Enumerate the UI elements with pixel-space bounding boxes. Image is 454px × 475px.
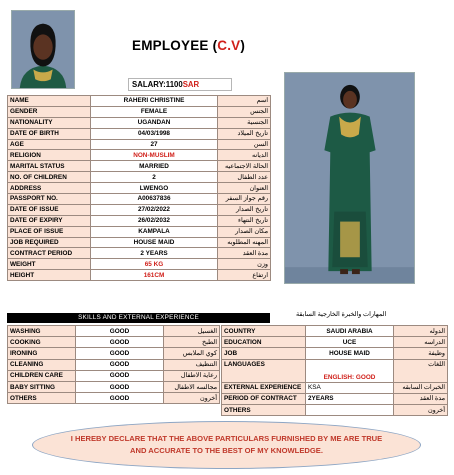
skill-value-cell: GOOD <box>76 348 164 359</box>
info-value-cell: 2 YEARS <box>91 248 218 259</box>
declaration-box <box>32 421 421 469</box>
info-label-cell: WEIGHT <box>8 259 91 270</box>
info-label-cell: PLACE OF ISSUE <box>8 226 91 237</box>
info-label-cell: CONTRACT PERIOD <box>8 248 91 259</box>
info-value-cell: 2 <box>91 172 218 183</box>
info-label-cell: MARITAL STATUS <box>8 161 91 172</box>
others-label-ar: أخرون <box>394 404 448 415</box>
info-value-cell: 26/02/2032 <box>91 215 218 226</box>
education-label: EDUCATION <box>222 337 306 348</box>
info-value-cell: 161CM <box>91 270 218 281</box>
info-label-cell: ADDRESS <box>8 183 91 194</box>
info-ar-cell: عدد الطفال <box>218 172 271 183</box>
skill-label-cell: BABY SITTING <box>8 381 76 392</box>
info-value-cell: MARRIED <box>91 161 218 172</box>
table-row <box>8 270 271 281</box>
info-ar-cell: اسم <box>218 96 271 107</box>
salary-box: SALARY:1100SAR <box>128 78 232 91</box>
skill-value-cell: GOOD <box>76 326 164 337</box>
skill-ar-cell: التنظيف <box>164 359 220 370</box>
others-value <box>306 404 394 415</box>
info-label-cell: PASSPORT NO. <box>8 194 91 205</box>
table-row <box>8 194 271 205</box>
info-value-cell: NON-MUSLIM <box>91 150 218 161</box>
skill-value-cell: GOOD <box>76 359 164 370</box>
contract-period-label-ar: مدة العقد <box>394 393 448 404</box>
skill-label-cell: CHILDREN CARE <box>8 370 76 381</box>
others-label: OTHERS <box>222 404 306 415</box>
country-label: COUNTRY <box>222 326 306 337</box>
info-ar-cell: المهنه المطلوبه <box>218 237 271 248</box>
info-ar-cell: الجنسية <box>218 117 271 128</box>
table-row <box>8 117 271 128</box>
info-value-cell: 27/02/2022 <box>91 204 218 215</box>
info-value-cell: LWENGO <box>91 183 218 194</box>
table-row <box>8 106 271 117</box>
skill-ar-cell: مجالسه الاطفال <box>164 381 220 392</box>
info-label-cell: NO. OF CHILDREN <box>8 172 91 183</box>
table-row <box>8 393 220 404</box>
external-experience-label-ar: الخبرات السابقه <box>394 382 448 393</box>
education-value: UCE <box>306 337 394 348</box>
table-row <box>8 172 271 183</box>
table-row <box>8 348 220 359</box>
table-row <box>8 96 271 107</box>
table-row <box>222 337 448 348</box>
education-label-ar: الدراسه <box>394 337 448 348</box>
info-label-cell: NAME <box>8 96 91 107</box>
table-row <box>8 226 271 237</box>
info-ar-cell: الحالة الاجتماعيه <box>218 161 271 172</box>
table-row <box>222 326 448 337</box>
skill-value-cell: GOOD <box>76 370 164 381</box>
info-value-cell: KAMPALA <box>91 226 218 237</box>
page-title: EMPLOYEE (C.V) <box>132 38 246 53</box>
info-value-cell: 65 KG <box>91 259 218 270</box>
info-value-cell: 04/03/1998 <box>91 128 218 139</box>
info-label-cell: HEIGHT <box>8 270 91 281</box>
table-row <box>222 359 448 382</box>
portrait-photo <box>11 10 75 89</box>
info-value-cell: RAHERI CHRISTINE <box>91 96 218 107</box>
table-row <box>8 259 271 270</box>
table-row <box>8 204 271 215</box>
info-value-cell: FEMALE <box>91 106 218 117</box>
info-ar-cell: تاريخ الميلاد <box>218 128 271 139</box>
info-label-cell: NATIONALITY <box>8 117 91 128</box>
table-row <box>8 161 271 172</box>
skill-label-cell: CLEANING <box>8 359 76 370</box>
employment-info-table <box>221 325 448 416</box>
country-label-ar: الدوله <box>394 326 448 337</box>
info-ar-cell: الجنس <box>218 106 271 117</box>
table-row <box>8 326 220 337</box>
skill-ar-cell: الغسيل <box>164 326 220 337</box>
job-label-ar: وظيفة <box>394 348 448 359</box>
table-row <box>8 150 271 161</box>
skill-label-cell: OTHERS <box>8 393 76 404</box>
table-row <box>222 393 448 404</box>
info-ar-cell: وزن <box>218 259 271 270</box>
info-label-cell: RELIGION <box>8 150 91 161</box>
info-value-cell: 27 <box>91 139 218 150</box>
table-row <box>8 183 271 194</box>
table-row <box>8 337 220 348</box>
languages-value: ENGLISH: GOOD <box>306 359 394 382</box>
country-value: SAUDI ARABIA <box>306 326 394 337</box>
info-label-cell: GENDER <box>8 106 91 117</box>
table-row <box>222 382 448 393</box>
info-label-cell: DATE OF ISSUE <box>8 204 91 215</box>
table-row <box>8 381 220 392</box>
job-label: JOB <box>222 348 306 359</box>
info-ar-cell: تاريخ النتهاء <box>218 215 271 226</box>
skill-ar-cell: كوي الملابس <box>164 348 220 359</box>
skill-ar-cell: أخرون <box>164 393 220 404</box>
skill-value-cell: GOOD <box>76 381 164 392</box>
skill-ar-cell: رعاية الاطفال <box>164 370 220 381</box>
info-ar-cell: مدة العقد <box>218 248 271 259</box>
external-experience-label: EXTERNAL EXPERIENCE <box>222 382 306 393</box>
skills-table <box>7 325 220 404</box>
info-value-cell: A00637836 <box>91 194 218 205</box>
languages-label-ar: اللغات <box>394 359 448 382</box>
contract-period-label: PERIOD OF CONTRACT <box>222 393 306 404</box>
skill-label-cell: WASHING <box>8 326 76 337</box>
declaration-text: I HEREBY DECLARE THAT THE ABOVE PARTICULARS FURNISHED BY ME ARE TRUE AND ACCURATE TO THE BEST OF MY KNOWLEDGE. <box>70 434 383 455</box>
table-row <box>8 237 271 248</box>
info-ar-cell: الديانه <box>218 150 271 161</box>
skills-section-header: SKILLS AND EXTERNAL EXPERIENCE <box>7 313 270 323</box>
info-label-cell: AGE <box>8 139 91 150</box>
table-row <box>8 128 271 139</box>
table-row <box>222 404 448 415</box>
info-ar-cell: السن <box>218 139 271 150</box>
table-row <box>8 359 220 370</box>
languages-label: LANGUAGES <box>222 359 306 382</box>
personal-info-table <box>7 95 271 281</box>
info-value-cell: UGANDAN <box>91 117 218 128</box>
info-label-cell: DATE OF BIRTH <box>8 128 91 139</box>
external-experience-value: KSA <box>306 382 394 393</box>
info-ar-cell: ارتفاع <box>218 270 271 281</box>
info-ar-cell: العنوان <box>218 183 271 194</box>
table-row <box>8 139 271 150</box>
job-value: HOUSE MAID <box>306 348 394 359</box>
skill-label-cell: COOKING <box>8 337 76 348</box>
skill-label-cell: IRONING <box>8 348 76 359</box>
external-experience-note: المهارات والخبرة الخارجية السابقة <box>296 311 387 318</box>
info-value-cell: HOUSE MAID <box>91 237 218 248</box>
info-ar-cell: رقم جواز السفر <box>218 194 271 205</box>
info-label-cell: JOB REQUIRED <box>8 237 91 248</box>
skill-value-cell: GOOD <box>76 393 164 404</box>
table-row <box>8 370 220 381</box>
contract-period-value: 2YEARS <box>306 393 394 404</box>
table-row <box>8 215 271 226</box>
info-ar-cell: تاريخ الصدار <box>218 204 271 215</box>
skill-value-cell: GOOD <box>76 337 164 348</box>
full-body-photo <box>284 72 415 284</box>
table-row <box>8 248 271 259</box>
skill-ar-cell: الطبخ <box>164 337 220 348</box>
info-ar-cell: مكان الصدار <box>218 226 271 237</box>
table-row <box>222 348 448 359</box>
info-label-cell: DATE OF EXPIRY <box>8 215 91 226</box>
